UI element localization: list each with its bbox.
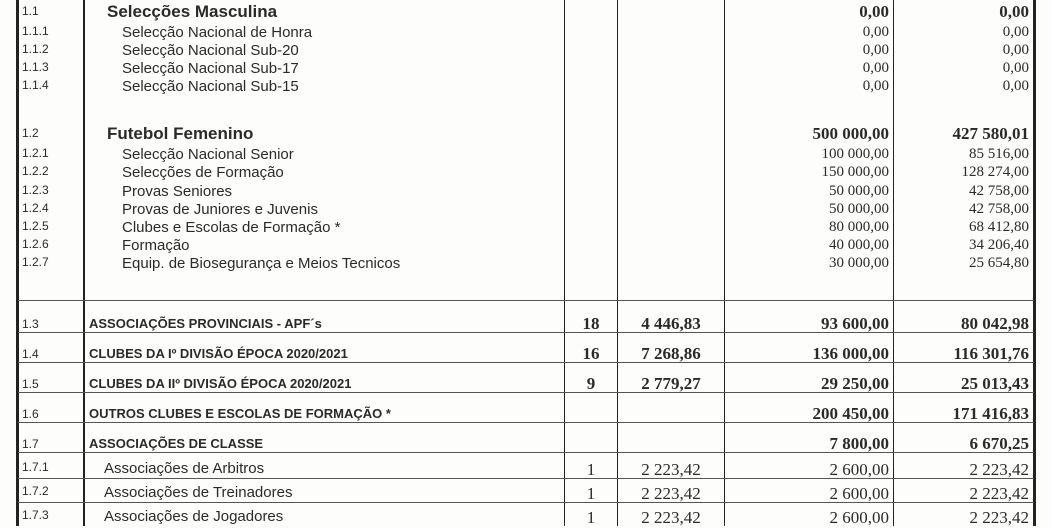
row-budget-value: 0,00 (862, 60, 889, 76)
row-executed-value: 42 758,00 (969, 201, 1029, 217)
row-code: 1.7.2 (22, 484, 49, 498)
row-executed-value: 68 412,80 (969, 219, 1029, 235)
row-code: 1.3 (22, 317, 39, 331)
row-code: 1.1 (22, 4, 39, 18)
row-code: 1.7.1 (22, 460, 49, 474)
row-quantity: 1 (586, 484, 596, 503)
row-code: 1.2.2 (22, 164, 49, 178)
row-description: Selecção Nacional Senior (122, 146, 294, 163)
row-budget-value: 0,00 (862, 42, 889, 58)
row-executed-value: 2 223,42 (969, 484, 1029, 503)
row-code: 1.2.6 (22, 237, 49, 251)
row-budget-value: 29 250,00 (821, 374, 889, 393)
row-budget-value: 2 600,00 (829, 484, 889, 503)
row-executed-value: 42 758,00 (969, 183, 1029, 199)
row-budget-value: 0,00 (862, 24, 889, 40)
row-budget-value: 2 600,00 (829, 508, 889, 527)
row-code: 1.2.5 (22, 219, 49, 233)
row-description: Associações de Arbitros (104, 460, 265, 477)
row-description: Provas Seniores (122, 183, 233, 200)
row-unit-value: 2 779,27 (641, 374, 701, 393)
row-executed-value: 0,00 (1002, 60, 1029, 76)
row-description: Selecção Nacional de Honra (122, 24, 313, 41)
row-executed-value: 128 274,00 (961, 164, 1029, 180)
row-executed-value: 0,00 (1002, 78, 1029, 94)
row-budget-value: 2 600,00 (829, 460, 889, 479)
row-description: Selecção Nacional Sub-15 (122, 78, 299, 95)
row-code: 1.2.7 (22, 255, 49, 269)
row-code: 1.6 (22, 407, 39, 421)
row-quantity: 1 (586, 460, 596, 479)
row-unit-value: 4 446,83 (641, 314, 701, 333)
row-budget-value: 100 000,00 (821, 146, 889, 162)
row-executed-value: 34 206,40 (969, 237, 1029, 253)
row-executed-value: 6 670,25 (969, 434, 1029, 453)
row-executed-value: 80 042,98 (961, 314, 1029, 333)
row-separator (18, 300, 1034, 301)
row-executed-value: 85 516,00 (969, 146, 1029, 162)
row-unit-value: 2 223,42 (641, 508, 701, 527)
row-quantity: 9 (586, 374, 596, 393)
row-budget-value: 200 450,00 (812, 404, 889, 423)
row-budget-value: 80 000,00 (829, 219, 889, 235)
row-description: Associações de Jogadores (104, 508, 284, 525)
row-executed-value: 0,00 (999, 2, 1029, 21)
row-budget-value: 50 000,00 (829, 201, 889, 217)
row-executed-value: 2 223,42 (969, 460, 1029, 479)
row-description: Formação (122, 237, 190, 254)
column-divider (617, 0, 618, 526)
column-divider (564, 0, 565, 526)
row-budget-value: 136 000,00 (812, 344, 889, 363)
row-budget-value: 0,00 (859, 2, 889, 21)
row-executed-value: 0,00 (1002, 42, 1029, 58)
row-quantity: 18 (582, 314, 600, 333)
row-budget-value: 50 000,00 (829, 183, 889, 199)
row-code: 1.4 (22, 347, 39, 361)
row-code: 1.1.3 (22, 60, 49, 74)
row-description: Equip. de Biosegurança e Meios Tecnicos (122, 255, 401, 272)
row-executed-value: 2 223,42 (969, 508, 1029, 527)
row-description: OUTROS CLUBES E ESCOLAS DE FORMAÇÃO * (89, 406, 391, 421)
row-description: Clubes e Escolas de Formação * (122, 219, 341, 236)
row-description: ASSOCIAÇÕES DE CLASSE (89, 436, 264, 451)
row-unit-value: 2 223,42 (641, 484, 701, 503)
row-executed-value: 25 013,43 (961, 374, 1029, 393)
row-quantity: 1 (586, 508, 596, 527)
row-description: Selecções Masculina (107, 2, 278, 21)
row-description: Selecção Nacional Sub-17 (122, 60, 299, 77)
row-code: 1.2 (22, 126, 39, 140)
row-budget-value: 0,00 (862, 78, 889, 94)
row-executed-value: 171 416,83 (952, 404, 1029, 423)
row-description: CLUBES DA IIº DIVISÃO ÉPOCA 2020/2021 (89, 376, 352, 391)
row-description: CLUBES DA Iº DIVISÃO ÉPOCA 2020/2021 (89, 346, 348, 361)
row-executed-value: 0,00 (1002, 24, 1029, 40)
row-code: 1.5 (22, 377, 39, 391)
row-description: Selecção Nacional Sub-20 (122, 42, 299, 59)
row-description: Associações de Treinadores (104, 484, 293, 501)
row-description: ASSOCIAÇÕES PROVINCIAIS - APF´s (89, 316, 322, 331)
row-description: Futebol Femenino (107, 124, 254, 143)
row-code: 1.2.3 (22, 183, 49, 197)
row-code: 1.1.2 (22, 42, 49, 56)
row-executed-value: 25 654,80 (969, 255, 1029, 271)
row-budget-value: 30 000,00 (829, 255, 889, 271)
row-budget-value: 500 000,00 (812, 124, 889, 143)
row-budget-value: 93 600,00 (821, 314, 889, 333)
row-budget-value: 7 800,00 (829, 434, 889, 453)
column-divider (83, 0, 85, 526)
right-border (1033, 0, 1036, 526)
row-unit-value: 2 223,42 (641, 460, 701, 479)
row-code: 1.1.4 (22, 78, 49, 92)
row-executed-value: 116 301,76 (953, 344, 1029, 363)
row-code: 1.2.1 (22, 146, 49, 160)
row-budget-value: 150 000,00 (821, 164, 889, 180)
row-code: 1.7 (22, 437, 39, 451)
left-border (16, 0, 19, 526)
row-code: 1.2.4 (22, 201, 49, 215)
row-executed-value: 427 580,01 (952, 124, 1029, 143)
row-unit-value: 7 268,86 (641, 344, 701, 363)
row-code: 1.7.3 (22, 508, 49, 522)
row-quantity: 16 (582, 344, 600, 363)
row-code: 1.1.1 (22, 24, 49, 38)
row-description: Provas de Juniores e Juvenis (122, 201, 318, 218)
row-budget-value: 40 000,00 (829, 237, 889, 253)
row-description: Selecções de Formação (122, 164, 284, 181)
